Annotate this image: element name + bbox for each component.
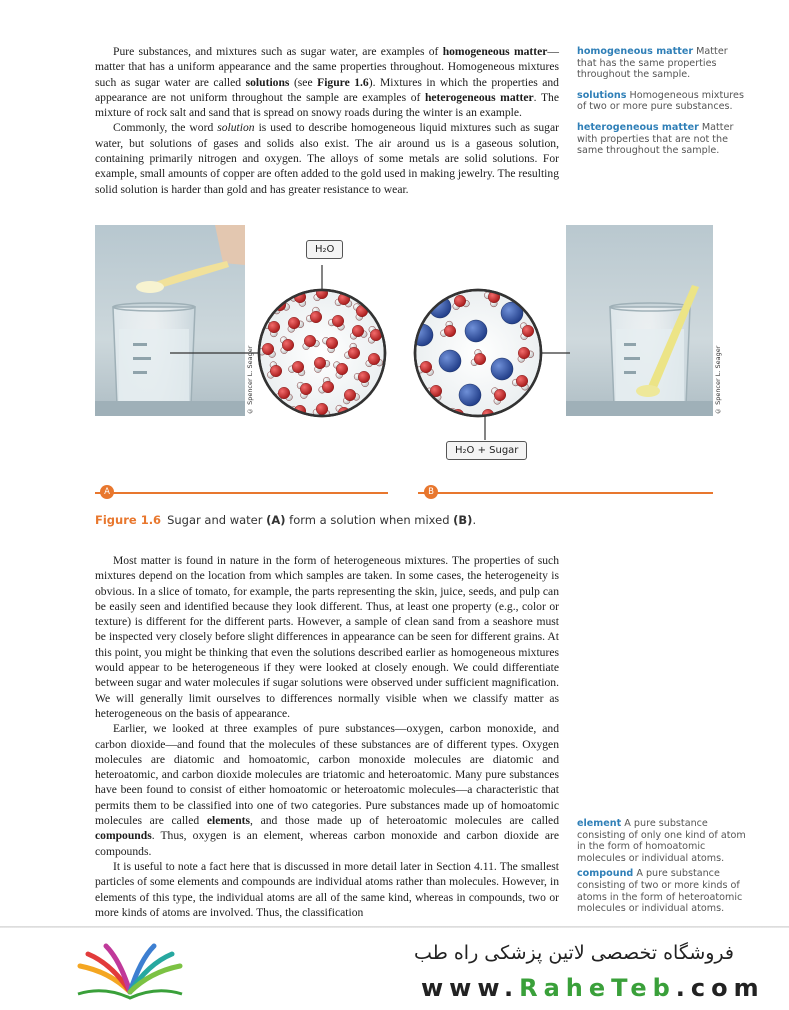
callout-sugar-water: H₂O + Sugar: [446, 441, 527, 460]
figure-rule-a: [95, 492, 388, 494]
body-text-top: [95, 44, 559, 197]
molecular-diagram: [150, 235, 570, 460]
store-footer: [0, 928, 789, 1010]
term-solutions: solutions: [245, 75, 290, 89]
margin-notes-top: [577, 46, 749, 166]
paragraph-3: Most matter is found in nature in the form of heterogeneous mixtures. The properties of such mixtures depend on the location from which samples are taken. In some cases, the heterogeneity is obvious. In a slice of tomato, for example, the parts representing the skin, juice, seeds, and pulp can be easily seen and identified because they look different. Thus, at least one property (e.g., color or texture) is different for the different parts. However, a sample of clean sand from a seashore must be inspected very closely before slight differences in appearance can be seen for different grains. At this point, you might be thinking that even the solutions described earlier as homogeneous mixtures would appear to be heterogeneous if they were looked at closely enough. We could differentiate between sugar and water molecules if sugar solutions were observed under sufficient magnification. We will generally limit ourselves to differences normally visible when we classify matter as heterogeneous on the basis of appearance.: [95, 554, 559, 720]
photo-sugar-water-beaker: [566, 225, 713, 416]
margin-notes-bottom: [577, 818, 749, 924]
margin-note: solutions Homogeneous mixtures of two or more pure substances.: [577, 89, 744, 113]
store-url: www.RaheTeb.com: [421, 974, 765, 1002]
callout-water: H₂O: [306, 240, 343, 259]
term-compounds: compounds: [95, 829, 152, 843]
water-molecules-circle: [259, 284, 385, 422]
sugar-water-molecules-circle: [411, 290, 541, 425]
figure-rule-b: [418, 492, 713, 494]
paragraph-4: Earlier, we looked at three examples of pure substances—oxygen, carbon monoxide, and carbon dioxide—and found that the molecules of these substances are of different types. Oxygen molecules are diatomic and homoatomic, carbon monoxide molecules are diatomic and heteroatomic, and carbon dioxide molecules are triatomic and heteroatomic. Many pure substances have been found to consist of either homoatomic or heteroatomic molecules—a characteristic that permits them to be classified into one of two categories. Pure substances made up of homoatomic molecules are called elements, and those made up of heteroatomic molecules are called compounds. Thus, oxygen is an element, whereas carbon monoxide and carbon dioxide are compounds.: [95, 722, 560, 858]
term-heterogeneous-matter: heterogeneous matter: [424, 90, 534, 104]
body-text-bottom: [95, 553, 559, 920]
margin-note: compound A pure substance consisting of two or more kinds of atoms in the form of heteroatomic molecules or individual atoms.: [577, 868, 743, 915]
term-homogeneous-matter: homogeneous matter: [442, 45, 548, 58]
margin-note: heterogeneous matter Matter with properties that are not the same throughout the sample.: [577, 121, 734, 157]
term-elements: elements: [206, 814, 251, 828]
figure-label-a: A: [100, 485, 114, 499]
margin-note: homogeneous matter Matter that has the same properties throughout the sample.: [577, 46, 728, 81]
open-book-logo: [70, 942, 190, 1004]
figure-reference: Figure 1.6: [317, 75, 369, 89]
paragraph-1: Pure substances, and mixtures such as sugar water, are examples of homogeneous matter—matter that has a uniform appearance and the same properties throughout. Homogeneous mixtures such as sugar water are called solutions (see Figure 1.6). Mixtures in which the properties and appearance are not uniform throughout the sample are examples of heterogeneous matter. The mixture of rock salt and sand that is spread on snowy roads during the winter is an example.: [95, 45, 559, 120]
paragraph-5: It is useful to note a fact here that is discussed in more detail later in Section 4.11. The smallest particles of some elements and compounds are individual atoms rather than molecules. However, in elements of this type, the individual atoms are all of the same kind, whereas in compounds, two or more kinds of atoms are involved. Thus, the classification: [95, 859, 559, 919]
photo-credit-b: © Spencer L. Seager: [714, 345, 722, 415]
figure-caption: Figure 1.6 Sugar and water (A) form a solution when mixed (B).: [95, 513, 477, 527]
figure-label-b: B: [424, 485, 438, 499]
store-name: فروشگاه تخصصی لاتین پزشکی راه طب: [414, 942, 734, 964]
photo-credit-a: © Spencer L. Seager: [246, 345, 254, 415]
paragraph-2: Commonly, the word solution is used to describe homogeneous liquid mixtures such as sugar water, but solutions of gases and solids also exist. The air around us is a gaseous solution, containing primarily nitrogen and oxygen. The alloys of some metals are solid solutions. For example, small amounts of copper are often added to the gold used in making jewelry. The resulting solid solution is harder than gold and has greater resistance to wear.: [95, 121, 559, 196]
caption-label: Figure 1.6: [95, 513, 162, 527]
margin-note: element A pure substance consisting of only one kind of atom in the form of homoatomic molecules or individual atoms.: [577, 818, 746, 864]
